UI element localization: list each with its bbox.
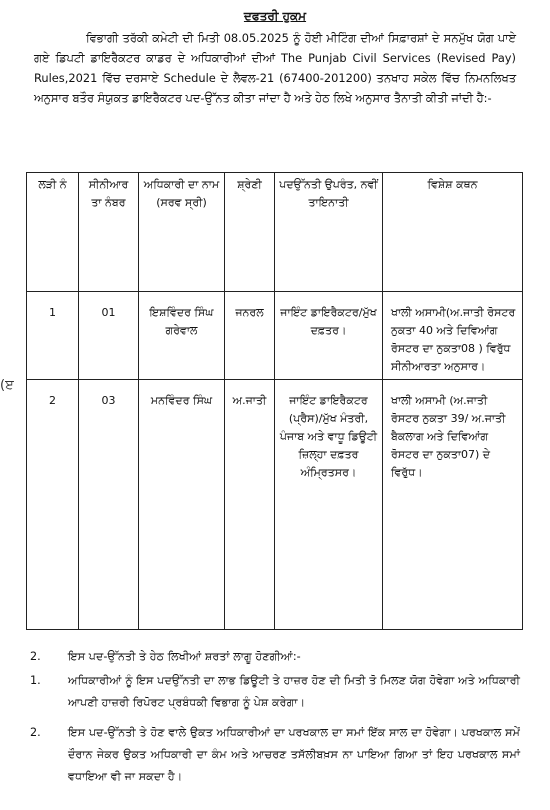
cell-seniority: 01 [79,292,139,380]
margin-handwritten-mark: (ੲ [0,378,14,393]
cell-remarks: ਖਾਲੀ ਅਸਾਮੀ(ਅ.ਜਾਤੀ ਰੋਸਟਰ ਨੁਕਤਾ 40 ਅਤੇ ਦਿਵਿਆਂਗ ਰੋਸਟਰ ਦਾ ਨੁਕਤਾ08 ) ਵਿਰੁੱਧ ਸੀਨੀਆਰਤਾ ਅਨੁਸਾਰ। [383,292,523,380]
cell-category: ਅ.ਜਾਤੀ [225,380,275,630]
document-title: ਦਫਤਰੀ ਹੁਕਮ [243,9,307,23]
cell-new-posting: ਜਾਇੰਟ ਡਾਇਰੈਕਟਰ/ਮੁੱਖ ਦਫ਼ਤਰ। [275,292,383,380]
condition-text: ਇਸ ਪਦ-ਉੱਨਤੀ ਤੇ ਹੋਣ ਵਾਲੇ ਉਕਤ ਅਧਿਕਾਰੀਆਂ ਦਾ ਪਰਖਕਾਲ ਦਾ ਸਮਾਂ ਇੱਕ ਸਾਲ ਦਾ ਹੋਵੇਗਾ। ਪਰਖਕਾਲ ਸਮੇਂ ਦੌਰਾਨ ਜੇਕਰ ਉਕਤ ਅਧਿਕਾਰੀ ਦਾ ਕੰਮ ਅਤੇ ਆਚਰਣ ਤਸੱਲੀਬਖ਼ਸ ਨਾ ਪਾਇਆ ਗਿਆ ਤਾਂ ਇਹ ਪਰਖਕਾਲ ਸਮਾਂ ਵਧਾਇਆ ਵੀ ਜਾ ਸਕਦਾ ਹੈ। [68,726,520,783]
table-row [27,380,523,630]
header-remarks: ਵਿਸ਼ੇਸ਼ ਕਥਨ [383,173,523,292]
intro-paragraph: ਵਿਭਾਗੀ ਤਰੱਕੀ ਕਮੇਟੀ ਦੀ ਮਿਤੀ 08.05.2025 ਨੂੰ ਹੋਈ ਮੀਟਿੰਗ ਦੀਆਂ ਸਿਫ਼ਾਰਸ਼ਾਂ ਦੇ ਸਨਮੁੱਖ ਯੋਗ ਪਾਏ ਗਏ ਡਿਪਟੀ ਡਾਇਰੈਕਟਰ ਕਾਡਰ ਦੇ ਅਧਿਕਾਰੀਆਂ ਦੀਆਂ The Punjab Civil Services (Revised Pay) Rules,2021 ਵਿੱਚ ਦਰਸਾਏ Schedule ਦੇ ਲੈਵਲ-21 (67400-201200) ਤਨਖਾਹ ਸਕੇਲ ਵਿੱਚ ਨਿਮਨਲਿਖਤ ਅਨੁਸਾਰ ਬਤੌਰ ਸੰਯੁਕਤ ਡਾਇਰੈਕਟਰ ਪਦ-ਉੱਨਤ ਕੀਤਾ ਜਾਂਦਾ ਹੈ ਅਤੇ ਹੇਠ ਲਿਖੇ ਅਨੁਸਾਰ ਤੈਨਾਤੀ ਕੀਤੀ ਜਾਂਦੀ ਹੈ:- [34,31,516,105]
cell-seniority: 03 [79,380,139,630]
conditions-heading [30,648,520,666]
conditions-heading-number: 2. [30,650,41,663]
cell-category: ਜਨਰਲ [225,292,275,380]
table-row [27,292,523,380]
conditions-heading-text: ਇਸ ਪਦ-ਉੱਨਤੀ ਤੇ ਹੇਠ ਲਿਖੀਆਂ ਸ਼ਰਤਾਂ ਲਾਗੂ ਹੋਣਗੀਆਂ:- [68,650,301,663]
cell-serial: 2 [27,380,79,630]
promotion-table [26,172,523,630]
condition-number: 2. [30,726,41,739]
cell-remarks: ਖਾਲੀ ਅਸਾਮੀ (ਅ.ਜਾਤੀ ਰੋਸਟਰ ਨੁਕਤਾ 39/ ਅ.ਜਾਤੀ ਬੈਕਲਾਗ ਅਤੇ ਦਿਵਿਆਂਗ ਰੋਸਟਰ ਦਾ ਨੁਕਤਾ07) ਦੇ ਵਿਰੁੱਧ। [383,380,523,630]
cell-new-posting: ਜਾਇੰਟ ਡਾਇਰੈਕਟਰ (ਪ੍ਰੈਸ)/ਮੁੱਖ ਮੰਤਰੀ, ਪੰਜਾਬ ਅਤੇ ਵਾਧੂ ਡਿਊਟੀ ਜ਼ਿਲ੍ਹਾ ਦਫ਼ਤਰ ਅੰਮ੍ਰਿਤਸਰ। [275,380,383,630]
cell-officer-name: ਇਸ਼ਵਿੰਦਰ ਸਿੰਘ ਗਰੇਵਾਲ [139,292,225,380]
table-header-row [27,173,523,292]
header-serial: ਲੜੀ ਨੰ [27,173,79,292]
header-category: ਸ਼੍ਰੇਣੀ [225,173,275,292]
condition-number: 1. [30,674,41,687]
header-officer-name: ਅਧਿਕਾਰੀ ਦਾ ਨਾਮ (ਸਰਵ ਸ੍ਰੀ) [139,173,225,292]
cell-officer-name: ਮਨਵਿੰਦਰ ਸਿੰਘ [139,380,225,630]
condition-text: ਅਧਿਕਾਰੀਆਂ ਨੂੰ ਇਸ ਪਦਉੱਨਤੀ ਦਾ ਲਾਭ ਡਿਊਟੀ ਤੇ ਹਾਜ਼ਰ ਹੋਣ ਦੀ ਮਿਤੀ ਤੋ ਮਿਲਣ ਯੋਗ ਹੋਵੇਗਾ ਅਤੇ ਅਧਿਕਾਰੀ ਆਪਣੀ ਹਾਜ਼ਰੀ ਰਿਪੋਰਟ ਪ੍ਰਬੰਧਕੀ ਵਿਭਾਗ ਨੂੰ ਪੇਸ਼ ਕਰੇਗਾ। [68,674,520,709]
header-new-posting: ਪਦਉੱਨਤੀ ਉਪਰੰਤ, ਨਵੀਂ ਤਾਇਨਾਤੀ [275,173,383,292]
condition-item [30,722,520,788]
condition-item [30,670,520,714]
cell-serial: 1 [27,292,79,380]
header-seniority: ਸੀਨੀਆਰ ਤਾ ਨੰਬਰ [79,173,139,292]
